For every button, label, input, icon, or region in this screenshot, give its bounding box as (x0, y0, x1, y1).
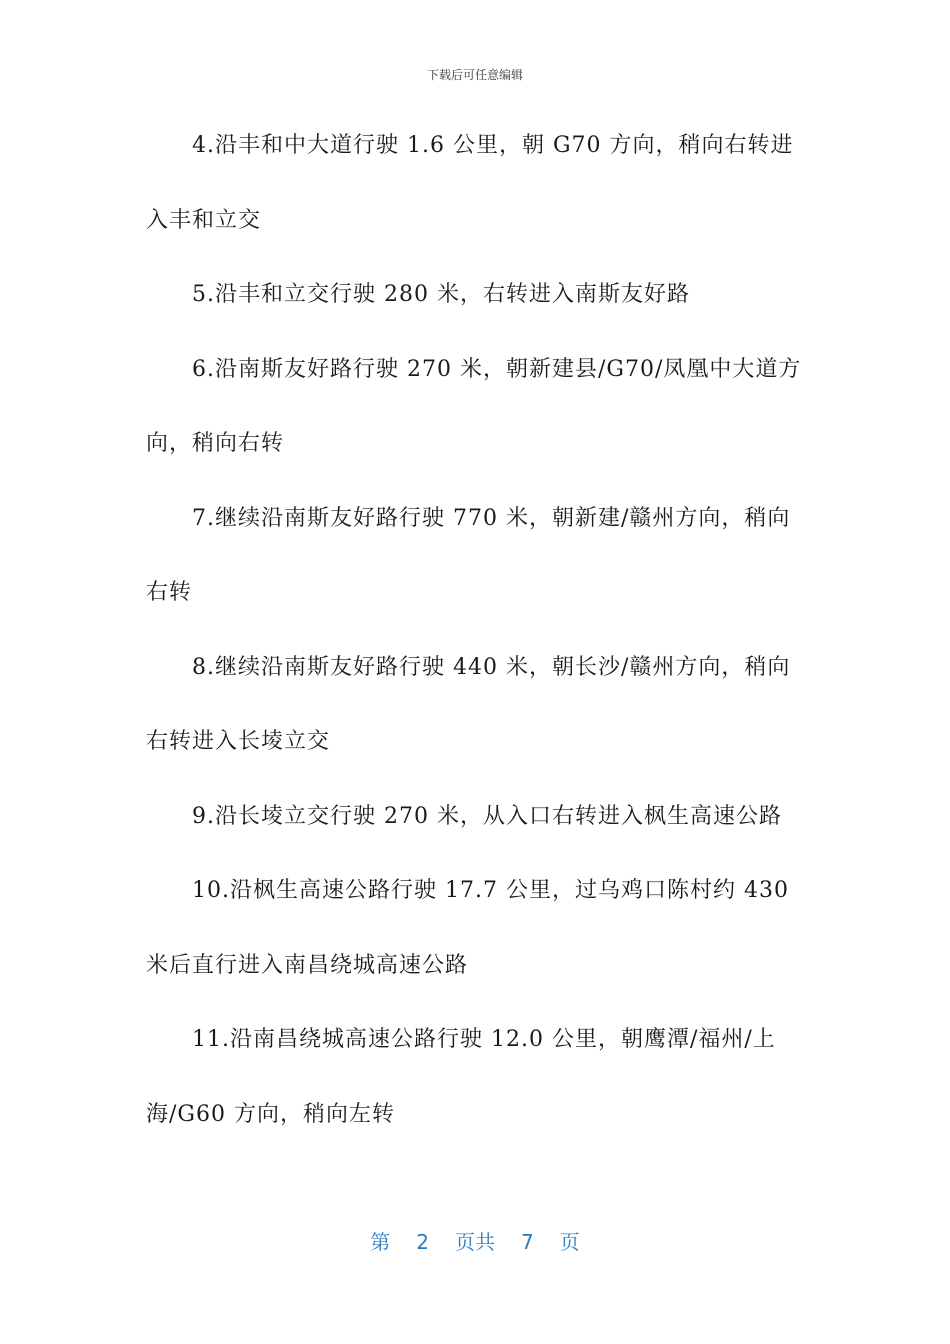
paragraph-line: 9.沿长堎立交行驶 270 米，从入口右转进入枫生高速公路 (192, 803, 782, 829)
paragraph-line: 7.继续沿南斯友好路行驶 770 米，朝新建/赣州方向，稍向 (192, 505, 791, 531)
page-footer (0, 1226, 950, 1255)
page-prefix: 第 (370, 1230, 391, 1254)
paragraph-line: 6.沿南斯友好路行驶 270 米，朝新建县/G70/凤凰中大道方 (192, 356, 802, 382)
paragraph-line: 5.沿丰和立交行驶 280 米，右转进入南斯友好路 (192, 282, 690, 307)
total-pages-number: 7 (521, 1230, 534, 1254)
paragraph-line: 入丰和立交 (146, 207, 262, 233)
paragraph-line: 右转进入长堎立交 (146, 729, 331, 754)
paragraph-line: 向，稍向右转 (146, 431, 285, 456)
document-body (146, 124, 806, 1167)
paragraph-line: 海/G60 方向，稍向左转 (146, 1101, 395, 1127)
paragraph-line: 8.继续沿南斯友好路行驶 440 米，朝长沙/赣州方向，稍向 (192, 654, 791, 680)
paragraph-line: 米后直行进入南昌绕城高速公路 (146, 952, 469, 978)
page-mid: 页共 (455, 1230, 495, 1254)
paragraph-line: 11.沿南昌绕城高速公路行驶 12.0 公里，朝鹰潭/福州/上 (192, 1027, 776, 1052)
current-page-number: 2 (416, 1230, 429, 1254)
paragraph-line: 4.沿丰和中大道行驶 1.6 公里，朝 G70 方向，稍向右转进 (192, 133, 794, 158)
paragraph-line: 10.沿枫生高速公路行驶 17.7 公里，过乌鸡口陈村约 430 (192, 878, 789, 903)
header-note: 下载后可任意编辑 (426, 68, 523, 82)
paragraph-line: 右转 (146, 580, 193, 605)
page-suffix: 页 (559, 1230, 580, 1254)
